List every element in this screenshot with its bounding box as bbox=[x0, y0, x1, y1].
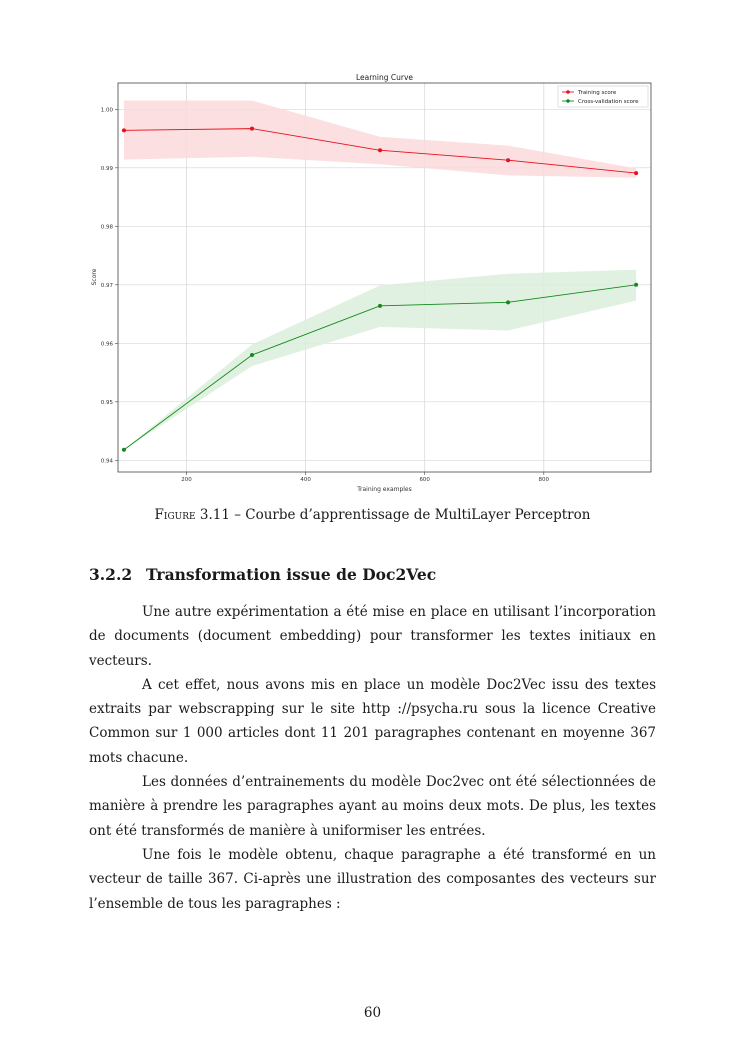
page-number: 60 bbox=[363, 1005, 382, 1021]
y-axis-label: Score bbox=[91, 268, 98, 286]
figure-number: Figure 3.11 bbox=[154, 507, 230, 523]
paragraph: Une fois le modèle obtenu, chaque paragraphe a été transformé en un vecteur de taille 367. Ci-après une illustration des composantes des vecteurs sur l’ensemble de tous les paragraphes : bbox=[89, 846, 656, 912]
x-tick-label: 400 bbox=[300, 477, 311, 483]
y-tick-label: 0.94 bbox=[100, 458, 113, 465]
cross-validation-score-point bbox=[122, 448, 126, 452]
figure-caption bbox=[0, 507, 745, 523]
x-tick-label: 600 bbox=[419, 477, 430, 483]
training-score-point bbox=[506, 158, 510, 162]
chart-title: Learning Curve bbox=[355, 73, 414, 82]
section-number: 3.2.2 bbox=[89, 565, 133, 584]
cross-validation-score-band bbox=[124, 270, 636, 450]
y-tick-label: 1.00 bbox=[100, 107, 113, 114]
cross-validation-score-point bbox=[250, 353, 254, 357]
learning-curve-figure bbox=[88, 70, 656, 495]
y-tick-label: 0.98 bbox=[100, 224, 113, 231]
section-body bbox=[89, 600, 656, 916]
cross-validation-score-point bbox=[506, 300, 510, 304]
cross-validation-score-point bbox=[378, 304, 382, 308]
x-axis-label: Training examples bbox=[357, 486, 412, 493]
x-tick-label: 800 bbox=[538, 477, 550, 483]
y-tick-label: 0.96 bbox=[100, 341, 113, 348]
training-score-legend-marker bbox=[566, 90, 570, 94]
y-tick-label: 0.97 bbox=[100, 282, 113, 289]
paragraph: A cet effet, nous avons mis en place un modèle Doc2Vec issu des textes extraits par webscrapping sur le site http ://psycha.ru sous la licence Creative Common sur 1 000 articles dont 11 201 paragraphes contenant en moyenne 367 mots chacune. bbox=[89, 676, 656, 766]
section-title: Transformation issue de Doc2Vec bbox=[146, 565, 437, 584]
section-heading bbox=[89, 565, 436, 584]
training-score-point bbox=[378, 148, 382, 152]
cross-validation-score-legend-label: Cross-validation score bbox=[578, 99, 639, 105]
learning-curve-chart bbox=[88, 70, 656, 495]
training-score-point bbox=[122, 128, 126, 132]
y-tick-label: 0.95 bbox=[100, 399, 113, 406]
x-tick-label: 200 bbox=[181, 477, 192, 483]
training-score-band bbox=[124, 101, 636, 178]
training-score-legend-label: Training score bbox=[578, 90, 617, 96]
training-score-point bbox=[634, 171, 638, 175]
figure-caption-text: – Courbe d’apprentissage de MultiLayer Perceptron bbox=[229, 507, 591, 523]
paragraph: Les données d’entrainements du modèle Doc2vec ont été sélectionnées de manière à prendre les paragraphes ayant au moins deux mots. De plus, les textes ont été transformés de manière à uniformiser les entrées. bbox=[89, 774, 656, 839]
y-tick-label: 0.99 bbox=[100, 165, 113, 172]
training-score-point bbox=[250, 127, 254, 131]
paragraph: Une autre expérimentation a été mise en place en utilisant l’incorporation de documents (document embedding) pour transformer les textes initiaux en vecteurs. bbox=[89, 604, 656, 669]
cross-validation-score-legend-marker bbox=[566, 99, 570, 103]
cross-validation-score-point bbox=[634, 283, 638, 287]
chart-legend bbox=[558, 86, 648, 107]
